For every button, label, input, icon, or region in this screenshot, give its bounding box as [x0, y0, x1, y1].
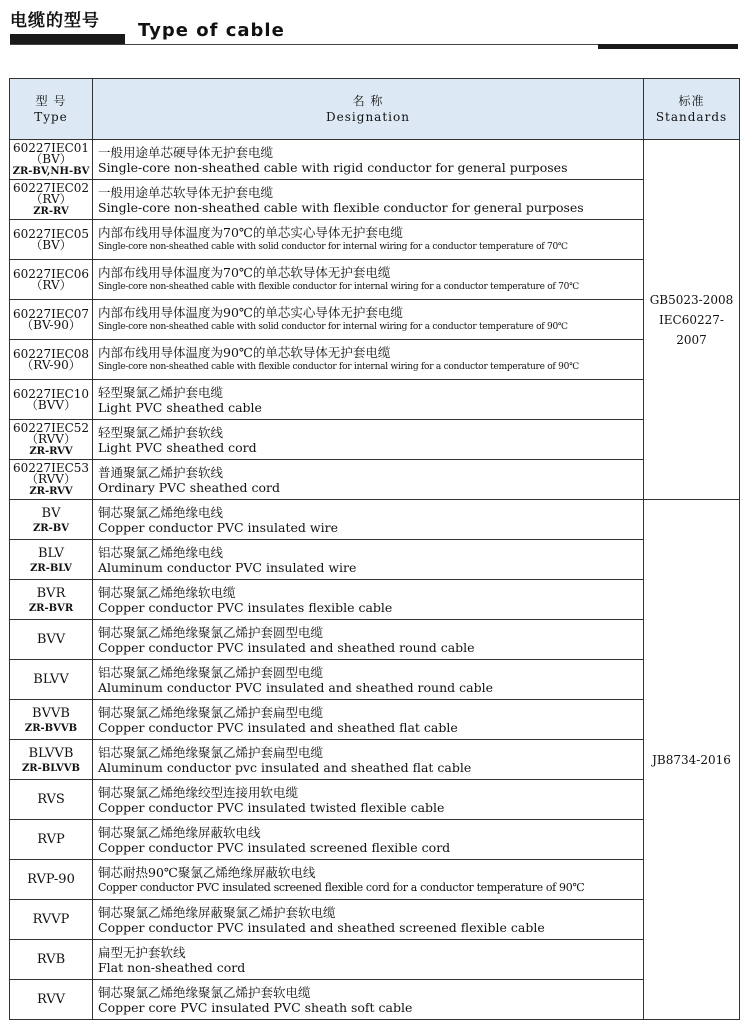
designation-cell — [93, 540, 644, 580]
table-row — [10, 700, 740, 740]
type-flame-retardant: ZR-BLV — [30, 562, 72, 574]
type-alias: （RVV） — [26, 471, 76, 486]
header-title-en: Type of cable — [138, 20, 285, 41]
type-cell — [10, 940, 93, 980]
designation-en: Single-core non-sheathed cable with solid conductor for internal wiring for a conductor temperature of 90℃ — [98, 321, 568, 332]
designation-cell — [93, 820, 644, 860]
designation-en: Aluminum conductor PVC insulated wire — [98, 559, 357, 575]
type-code: BLVV — [33, 671, 69, 687]
designation-en: Copper conductor PVC insulated twisted flexible cable — [98, 799, 445, 815]
table-row — [10, 940, 740, 980]
type-flame-retardant: ZR-BV — [33, 522, 69, 534]
standard-jb: JB8734-2016 — [652, 752, 731, 767]
designation-en: Copper conductor PVC insulated and sheathed screened flexible cable — [98, 919, 545, 935]
type-code: RVVP — [32, 911, 70, 927]
type-cell — [10, 900, 93, 940]
type-code: 60227IEC08 — [12, 346, 90, 361]
designation-cn: 一般用途单芯硬导体无护套电缆 — [98, 144, 274, 160]
type-cell — [10, 140, 93, 180]
type-alias: （RV-90） — [21, 357, 81, 372]
designation-cn: 铜芯聚氯乙烯绝缘软电缆 — [98, 584, 236, 600]
table-row — [10, 380, 740, 420]
type-code: BVV — [36, 631, 66, 647]
type-cell — [10, 500, 93, 540]
designation-cn: 铝芯聚氯乙烯绝缘聚氯乙烯护套圆型电缆 — [98, 664, 324, 680]
designation-en: Copper conductor PVC insulated and sheathed flat cable — [98, 719, 458, 735]
type-flame-retardant: ZR-BLVVB — [21, 762, 81, 774]
designation-cell — [93, 260, 644, 300]
table-row — [10, 900, 740, 940]
header-title-cn: 电缆的型号 — [10, 11, 100, 31]
type-code: RVS — [37, 791, 65, 807]
type-code: RVP — [37, 831, 65, 847]
type-cell — [10, 620, 93, 660]
type-flame-retardant: ZR-BVVB — [24, 722, 78, 734]
designation-cell — [93, 900, 644, 940]
type-cell — [10, 420, 93, 460]
designation-en: Single-core non-sheathed cable with flexible conductor for general purposes — [98, 199, 584, 215]
designation-cn: 铜芯聚氯乙烯绝缘电线 — [98, 504, 224, 520]
table-row — [10, 460, 740, 500]
type-code: BVVB — [32, 705, 70, 721]
designation-en: Copper conductor PVC insulated and sheathed round cable — [98, 639, 475, 655]
designation-en: Light PVC sheathed cord — [98, 439, 257, 455]
type-cell — [10, 700, 93, 740]
type-cell — [10, 540, 93, 580]
designation-cell — [93, 300, 644, 340]
designation-cn: 扁型无护套软线 — [98, 944, 186, 960]
table-row — [10, 540, 740, 580]
col-header-standards — [644, 79, 740, 140]
table-row — [10, 620, 740, 660]
designation-cn: 铝芯聚氯乙烯绝缘电线 — [98, 544, 224, 560]
designation-cn: 铜芯聚氯乙烯绝缘屏蔽聚氯乙烯护套软电缆 — [98, 904, 336, 920]
type-flame-retardant: ZR-BV,NH-BV — [12, 165, 90, 177]
table-row — [10, 980, 740, 1020]
designation-cell — [93, 340, 644, 380]
standard-gb: GB5023-2008 — [649, 292, 734, 307]
type-flame-retardant: ZR-BVR — [28, 602, 74, 614]
designation-cn: 内部布线用导体温度为70℃的单芯软导体无护套电缆 — [98, 264, 391, 280]
designation-en: Ordinary PVC sheathed cord — [98, 479, 280, 495]
type-cell — [10, 340, 93, 380]
type-alias: （BV） — [30, 237, 72, 252]
designation-en: Aluminum conductor pvc insulated and sheathed flat cable — [98, 759, 472, 775]
type-code: 60227IEC02 — [12, 180, 90, 195]
type-cell — [10, 180, 93, 220]
type-alias: （RVV） — [26, 431, 76, 446]
table-row — [10, 780, 740, 820]
page-header — [0, 0, 750, 60]
header-bar-right — [598, 44, 738, 49]
table-row — [10, 340, 740, 380]
designation-cell — [93, 220, 644, 260]
cable-type-table — [9, 78, 740, 1020]
designation-en: Light PVC sheathed cable — [98, 399, 262, 415]
designation-cell — [93, 740, 644, 780]
type-cell — [10, 820, 93, 860]
designation-cell — [93, 460, 644, 500]
type-cell — [10, 300, 93, 340]
type-code: 60227IEC10 — [12, 386, 90, 401]
standards-cell-jb — [644, 500, 740, 1020]
col-header-designation-cn: 名 称 — [352, 94, 384, 108]
type-code: 60227IEC52 — [12, 420, 90, 435]
col-header-type — [10, 79, 93, 140]
designation-en: Copper core PVC insulated PVC sheath soft cable — [98, 999, 413, 1015]
designation-cn: 一般用途单芯软导体无护套电缆 — [98, 184, 274, 200]
table-row — [10, 820, 740, 860]
designation-en: Single-core non-sheathed cable with flexible conductor for internal wiring for a conductor temperature of 90℃ — [98, 361, 579, 372]
type-alias: （BV） — [30, 151, 72, 166]
type-code: 60227IEC07 — [12, 306, 90, 321]
designation-cn: 内部布线用导体温度为70℃的单芯实心导体无护套电缆 — [98, 224, 403, 240]
col-header-type-en: Type — [34, 110, 68, 124]
type-code: BV — [41, 505, 61, 521]
table-row — [10, 260, 740, 300]
type-flame-retardant: ZR-RVV — [29, 485, 73, 497]
table-row — [10, 660, 740, 700]
table-row — [10, 860, 740, 900]
type-cell — [10, 220, 93, 260]
designation-cell — [93, 180, 644, 220]
designation-cn: 铜芯聚氯乙烯绝缘聚氯乙烯护套软电缆 — [98, 984, 311, 1000]
designation-en: Copper conductor PVC insulates flexible cable — [98, 599, 393, 615]
table-row — [10, 500, 740, 540]
designation-cn: 铜芯耐热90℃聚氯乙烯绝缘屏蔽软电线 — [98, 864, 316, 880]
col-header-designation — [93, 79, 644, 140]
designation-cn: 轻型聚氯乙烯护套软线 — [98, 424, 224, 440]
designation-en: Single-core non-sheathed cable with flexible conductor for internal wiring for a conductor temperature of 70℃ — [98, 281, 579, 292]
type-code: 60227IEC05 — [12, 226, 90, 241]
designation-cn: 普通聚氯乙烯护套软线 — [98, 464, 224, 480]
col-header-standards-en: Standards — [655, 110, 728, 124]
type-alias: （BV-90） — [21, 317, 81, 332]
designation-cn: 内部布线用导体温度为90℃的单芯实心导体无护套电缆 — [98, 304, 403, 320]
type-code: 60227IEC53 — [12, 460, 90, 475]
type-alias: （BVV） — [25, 397, 77, 412]
col-header-standards-cn: 标准 — [678, 94, 705, 108]
designation-cn: 铝芯聚氯乙烯绝缘聚氯乙烯护套扁型电缆 — [98, 744, 324, 760]
standard-iec: IEC60227-2007 — [659, 312, 724, 347]
type-code: BVR — [36, 585, 66, 601]
designation-cell — [93, 620, 644, 660]
designation-en: Aluminum conductor PVC insulated and sheathed round cable — [98, 679, 493, 695]
designation-cell — [93, 140, 644, 180]
designation-en: Single-core non-sheathed cable with rigid conductor for general purposes — [98, 159, 568, 175]
designation-cell — [93, 780, 644, 820]
col-header-designation-en: Designation — [326, 110, 410, 124]
table-row — [10, 740, 740, 780]
type-code: RVV — [36, 991, 66, 1007]
type-flame-retardant: ZR-RVV — [29, 445, 73, 457]
designation-cell — [93, 860, 644, 900]
type-code: RVB — [36, 951, 66, 967]
designation-cell — [93, 500, 644, 540]
designation-cn: 内部布线用导体温度为90℃的单芯软导体无护套电缆 — [98, 344, 391, 360]
table-row — [10, 180, 740, 220]
type-code: 60227IEC01 — [12, 140, 90, 155]
type-cell — [10, 660, 93, 700]
standards-cell-iec — [644, 140, 740, 500]
type-flame-retardant: ZR-RV — [33, 205, 69, 217]
type-alias: （RV） — [30, 277, 72, 292]
type-cell — [10, 780, 93, 820]
type-cell — [10, 740, 93, 780]
designation-cell — [93, 980, 644, 1020]
table-row — [10, 300, 740, 340]
type-code: 60227IEC06 — [12, 266, 90, 281]
type-alias: （RV） — [30, 191, 72, 206]
type-code: BLVVB — [28, 745, 74, 761]
type-cell — [10, 380, 93, 420]
type-cell — [10, 980, 93, 1020]
designation-cell — [93, 580, 644, 620]
table-row — [10, 140, 740, 180]
designation-cell — [93, 420, 644, 460]
designation-cn: 铜芯聚氯乙烯绝缘屏蔽软电线 — [98, 824, 261, 840]
designation-cell — [93, 380, 644, 420]
designation-en: Copper conductor PVC insulated wire — [98, 519, 338, 535]
designation-en: Single-core non-sheathed cable with solid conductor for internal wiring for a conductor temperature of 70℃ — [98, 241, 568, 252]
designation-cn: 铜芯聚氯乙烯绝缘聚氯乙烯护套圆型电缆 — [98, 624, 324, 640]
designation-en: Copper conductor PVC insulated screened flexible cord — [98, 839, 451, 855]
designation-cn: 铜芯聚氯乙烯绝缘绞型连接用软电缆 — [98, 784, 299, 800]
designation-cell — [93, 660, 644, 700]
designation-en: Flat non-sheathed cord — [98, 959, 246, 975]
designation-cell — [93, 940, 644, 980]
type-code: BLV — [37, 545, 65, 561]
designation-cell — [93, 700, 644, 740]
designation-cn: 轻型聚氯乙烯护套电缆 — [98, 384, 224, 400]
designation-en: Copper conductor PVC insulated screened flexible cord for a conductor temperature of 90℃ — [98, 880, 585, 894]
type-cell — [10, 580, 93, 620]
col-header-type-cn: 型 号 — [35, 94, 67, 108]
table-row — [10, 580, 740, 620]
designation-cn: 铜芯聚氯乙烯绝缘聚氯乙烯护套扁型电缆 — [98, 704, 324, 720]
type-code: RVP-90 — [27, 871, 75, 887]
type-cell — [10, 460, 93, 500]
table-row — [10, 420, 740, 460]
type-cell — [10, 860, 93, 900]
table-row — [10, 220, 740, 260]
type-cell — [10, 260, 93, 300]
table-body — [10, 140, 740, 1020]
